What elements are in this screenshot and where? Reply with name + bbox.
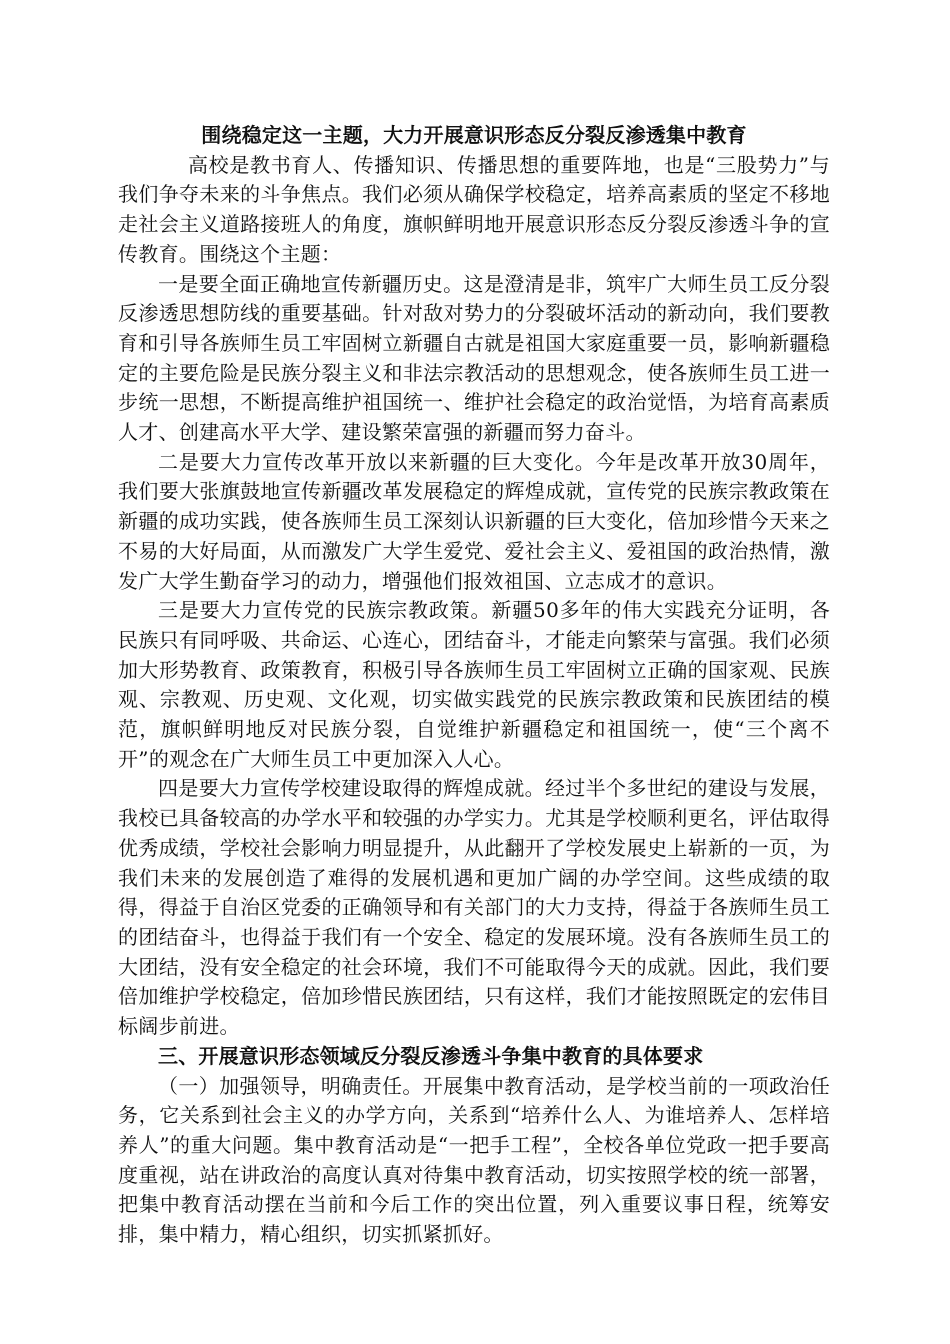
intro-paragraph: 高校是教书育人、传播知识、传播思想的重要阵地，也是“三股势力”与我们争夺未来的斗争焦点。我们必须从确保学校稳定，培养高素质的坚定不移地走社会主义道路接班人的角度，旗帜鲜明地开展意识形态反分裂反渗透斗争的宣传教育。围绕这个主题： <box>118 152 830 266</box>
section-heading: 三、开展意识形态领域反分裂反渗透斗争集中教育的具体要求 <box>158 1043 704 1068</box>
paragraph-1: 一是要全面正确地宣传新疆历史。这是澄清是非，筑牢广大师生员工反分裂反渗透思想防线的重要基础。针对敌对势力的分裂破坏活动的新动向，我们要教育和引导各族师生员工牢固树立新疆自古就是祖国大家庭重要一员，影响新疆稳定的主要危险是民族分裂主义和非法宗教活动的思想观念，使各族师生员工进一步统一思想，不断提高维护祖国统一、维护社会稳定的政治觉悟，为培育高素质人才、创建高水平大学、建设繁荣富强的新疆而努力奋斗。 <box>118 271 830 445</box>
paragraph-2: 二是要大力宣传改革开放以来新疆的巨大变化。今年是改革开放30周年，我们要大张旗鼓地宣传新疆改革发展稳定的辉煌成就，宣传党的民族宗教政策在新疆的成功实践，使各族师生员工深刻认识新疆的巨大变化，倍加珍惜今天来之不易的大好局面，从而激发广大学生爱党、爱社会主义、爱祖国的政治热情，激发广大学生勤奋学习的动力，增强他们报效祖国、立志成才的意识。 <box>118 449 830 593</box>
document-title: 围绕稳定这一主题，大力开展意识形态反分裂反渗透集中教育 <box>201 123 747 147</box>
paragraph-4: 四是要大力宣传学校建设取得的辉煌成就。经过半个多世纪的建设与发展，我校已具备较高的办学水平和较强的办学实力。尤其是学校顺利更名，评估取得优秀成绩，学校社会影响力明显提升，从此翻开了学校发展史上崭新的一页，为我们未来的发展创造了难得的发展机遇和更加广阔的办学空间。这些成绩的取得，得益于自治区党委的正确领导和有关部门的大力支持，得益于各族师生员工的团结奋斗，也得益于我们有一个安全、稳定的发展环境。没有各族师生员工的大团结，没有安全稳定的社会环境，我们不可能取得今天的成就。因此，我们要倍加维护学校稳定，倍加珍惜民族团结，只有这样，我们才能按照既定的宏伟目标阔步前进。 <box>118 776 830 1039</box>
section-paragraph: （一）加强领导，明确责任。开展集中教育活动，是学校当前的一项政治任务，它关系到社会主义的办学方向，关系到“培养什么人、为谁培养人、怎样培养人”的重大问题。集中教育活动是“一把手工程”，全校各单位党政一把手要高度重视，站在讲政治的高度认真对待集中教育活动，切实按照学校的统一部署，把集中教育活动摆在当前和今后工作的突出位置，列入重要议事日程，统筹安排，集中精力，精心组织，切实抓紧抓好。 <box>118 1073 830 1247</box>
paragraph-3: 三是要大力宣传党的民族宗教政策。新疆50多年的伟大实践充分证明，各民族只有同呼吸、共命运、心连心，团结奋斗，才能走向繁荣与富强。我们必须加大形势教育、政策教育，积极引导各族师生员工牢固树立正确的国家观、民族观、宗教观、历史观、文化观，切实做实践党的民族宗教政策和民族团结的模范，旗帜鲜明地反对民族分裂，自觉维护新疆稳定和祖国统一，使“三个离不开”的观念在广大师生员工中更加深入人心。 <box>118 598 830 771</box>
document-page <box>118 121 830 1250</box>
